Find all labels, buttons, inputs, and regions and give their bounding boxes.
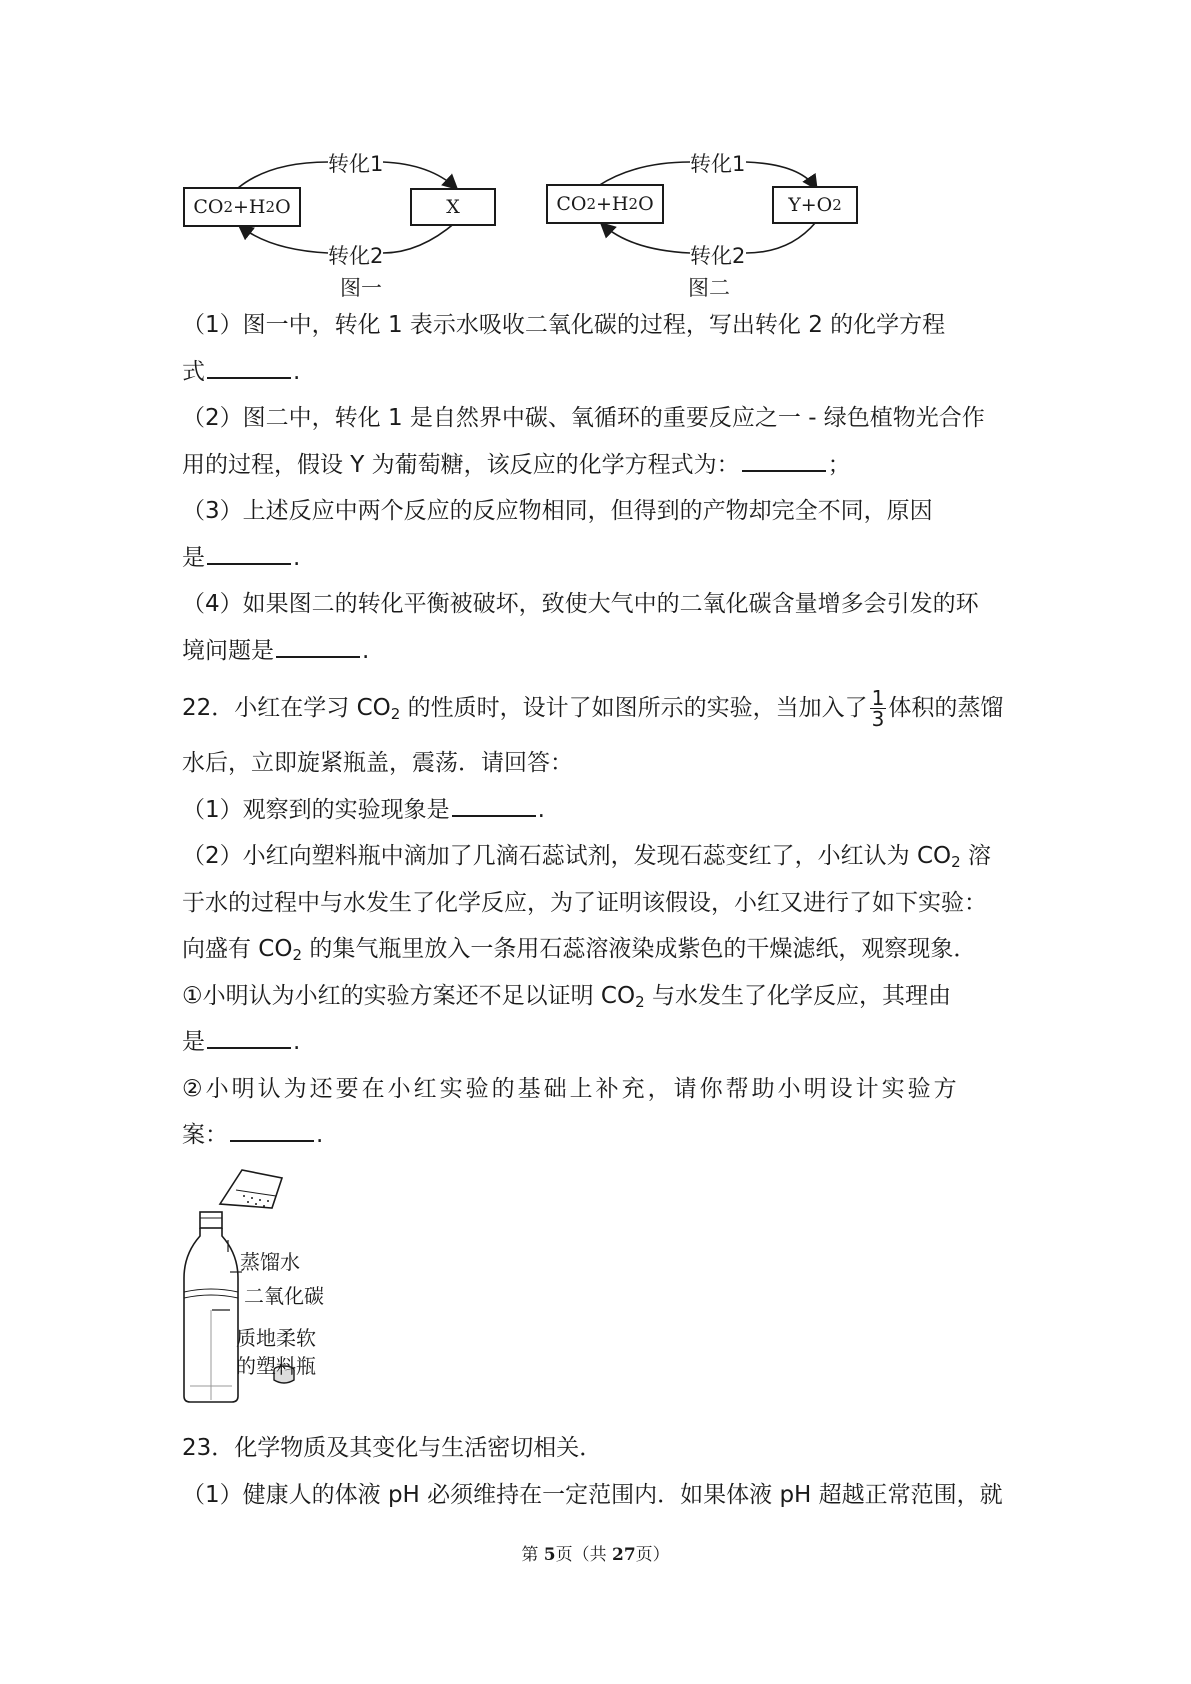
q22-part1: （1）观察到的实验现象是 . bbox=[182, 797, 545, 823]
q21-part3-line2: 是 . bbox=[182, 545, 301, 571]
q21-part4-line1: （4）如果图二的转化平衡被破坏，致使大气中的二氧化碳含量增多会引发的环 bbox=[182, 591, 979, 617]
q22-line2: 水后，立即旋紧瓶盖，震荡．请回答： bbox=[182, 750, 573, 776]
diagram1-caption: 图一 bbox=[340, 276, 382, 300]
diagram1-right-box: X bbox=[410, 188, 496, 226]
diagram-arrows bbox=[0, 0, 1191, 300]
answer-blank[interactable] bbox=[207, 543, 291, 565]
answer-blank[interactable] bbox=[742, 450, 826, 472]
bottle-label-carbon-dioxide: 二氧化碳 bbox=[244, 1284, 324, 1308]
q21-part1-line2: 式 . bbox=[182, 359, 301, 385]
q22-sub1-line2: 是 . bbox=[182, 1029, 301, 1055]
diagram1-top-label: 转化1 bbox=[328, 152, 384, 176]
q21-part4-line2: 境问题是 . bbox=[182, 638, 370, 664]
q23-line1: 23．化学物质及其变化与生活密切相关． bbox=[182, 1435, 603, 1461]
diagram2-right-box: Y+O 2 bbox=[772, 186, 858, 224]
q23-line2: （1）健康人的体液 pH 必须维持在一定范围内．如果体液 pH 超越正常范围，就 bbox=[182, 1482, 1003, 1508]
answer-blank[interactable] bbox=[207, 357, 291, 379]
fraction-one-third: $\frac{1}{3}$ bbox=[871, 686, 885, 731]
bottle-label-distilled-water: 蒸馏水 bbox=[240, 1250, 300, 1274]
diagram2-caption: 图二 bbox=[688, 276, 730, 300]
bottle-label-soft-bottle-2: 的塑料瓶 bbox=[236, 1354, 316, 1378]
q22-sub2-line1: ②小明认为还要在小红实验的基础上补充，请你帮助小明设计实验方 bbox=[182, 1076, 960, 1102]
answer-blank[interactable] bbox=[207, 1027, 291, 1049]
q22-part2-line1: （2）小红向塑料瓶中滴加了几滴石蕊试剂，发现石蕊变红了，小红认为 $CO_2$ 溶 bbox=[182, 843, 991, 871]
bottle-label-soft-bottle-1: 质地柔软 bbox=[236, 1326, 316, 1350]
q21-part1-line1: （1）图一中，转化 1 表示水吸收二氧化碳的过程，写出转化 2 的化学方程 bbox=[182, 312, 946, 338]
q21-part2-line1: （2）图二中，转化 1 是自然界中碳、氧循环的重要反应之一 - 绿色植物光合作 bbox=[182, 405, 985, 431]
diagram2-top-label: 转化1 bbox=[690, 152, 746, 176]
q22-sub2-line2: 案： . bbox=[182, 1122, 324, 1148]
diagram2-left-box: CO 2 +H 2 O bbox=[546, 184, 664, 224]
q22-part2-line3: 向盛有 $CO_2$ 的集气瓶里放入一条用石蕊溶液染成紫色的干燥滤纸，观察现象． bbox=[182, 936, 977, 964]
q22-sub1-line1: ①小明认为小红的实验方案还不足以证明 $CO_2$ 与水发生了化学反应，其理由 bbox=[182, 983, 951, 1011]
diagram1-bottom-label: 转化2 bbox=[328, 244, 384, 268]
q22-line1: 22．小红在学习 $CO_2$ 的性质时，设计了如图所示的实验，当加入了 $\frac{1}{3}$ 体积的蒸馏 bbox=[182, 686, 1004, 731]
q21-part3-line1: （3）上述反应中两个反应的反应物相同，但得到的产物却完全不同，原因 bbox=[182, 498, 933, 524]
diagram2-bottom-label: 转化2 bbox=[690, 244, 746, 268]
page-footer: 第 5页（共 27页） bbox=[521, 1545, 670, 1565]
answer-blank[interactable] bbox=[230, 1120, 314, 1142]
diagram1-left-box: CO 2 +H 2 O bbox=[183, 187, 301, 227]
answer-blank[interactable] bbox=[276, 636, 360, 658]
q22-part2-line2: 于水的过程中与水发生了化学反应，为了证明该假设，小红又进行了如下实验： bbox=[182, 890, 987, 916]
answer-blank[interactable] bbox=[452, 795, 536, 817]
q21-part2-line2: 用的过程，假设 Y 为葡萄糖，该反应的化学方程式为： ； bbox=[182, 452, 851, 478]
